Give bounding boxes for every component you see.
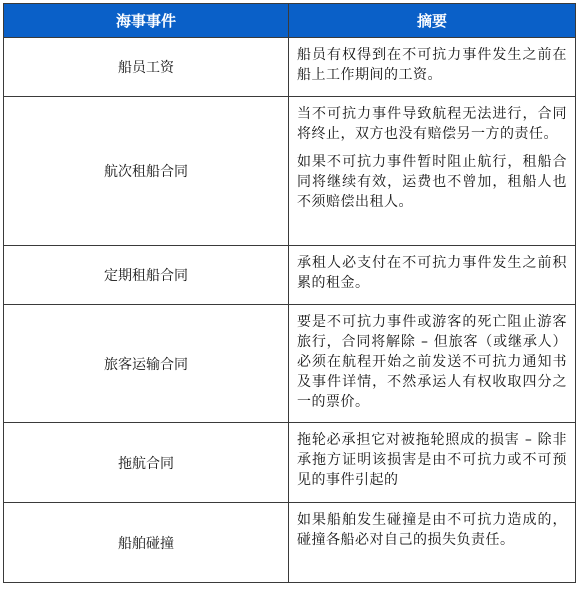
header-summary: 摘要 [289, 4, 576, 38]
summary-paragraph: 承租人必支付在不可抗力事件发生之前积累的租金。 [297, 255, 567, 291]
table-row [4, 38, 576, 97]
event-cell: 拖航合同 [4, 423, 289, 503]
header-row [4, 4, 576, 38]
summary-cell [289, 305, 576, 423]
maritime-events-table [3, 3, 576, 583]
summary-paragraph: 如果不可抗力事件暂时阻止航行，租船合同将继续有效，运费也不曾加，租船人也不须赔偿出租人。 [297, 154, 567, 210]
table-row [4, 423, 576, 503]
event-cell: 航次租船合同 [4, 97, 289, 246]
summary-paragraph: 当不可抗力事件导致航程无法进行，合同将终止，双方也没有赔偿另一方的责任。 [297, 106, 567, 142]
table-row [4, 305, 576, 423]
table-row [4, 246, 576, 305]
table-row [4, 97, 576, 246]
event-cell: 船员工资 [4, 38, 289, 97]
header-event: 海事事件 [4, 4, 289, 38]
event-cell: 定期租船合同 [4, 246, 289, 305]
summary-cell [289, 423, 576, 503]
event-cell: 旅客运输合同 [4, 305, 289, 423]
summary-cell [289, 97, 576, 246]
summary-paragraph: 要是不可抗力事件或游客的死亡阻止游客旅行，合同将解除 – 但旅客（或继承人）必须在航程开始之前发送不可抗力通知书及事件详情，不然承运人有权收取四分之一的票价。 [297, 314, 567, 410]
summary-paragraph: 船员有权得到在不可抗力事件发生之前在船上工作期间的工资。 [297, 47, 567, 83]
summary-cell [289, 503, 576, 583]
table-row [4, 503, 576, 583]
event-cell: 船舶碰撞 [4, 503, 289, 583]
summary-cell [289, 246, 576, 305]
summary-paragraph: 如果船舶发生碰撞是由不可抗力造成的，碰撞各船必对自己的损失负责任。 [297, 512, 567, 548]
summary-paragraph: 拖轮必承担它对被拖轮照成的损害 – 除非承拖方证明该损害是由不可抗力或不可预见的事件引起的 [297, 432, 567, 488]
summary-cell [289, 38, 576, 97]
